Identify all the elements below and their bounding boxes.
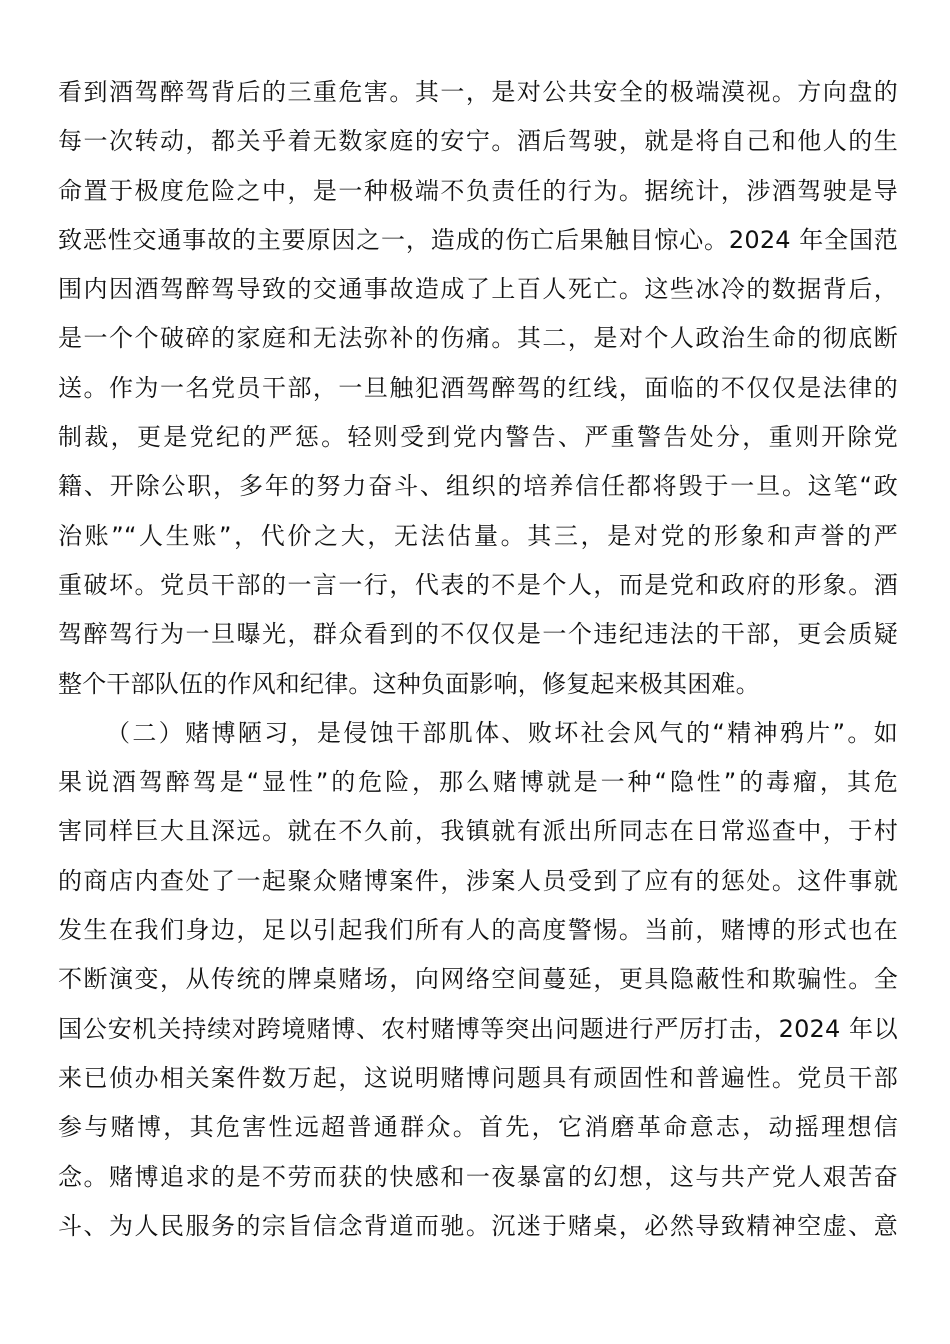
paragraph-gambling (58, 709, 898, 1251)
text-line: 是一个个破碎的家庭和无法弥补的伤痛。其二，是对个人政治生命的彻底断 (58, 324, 898, 353)
section-heading-line: （二）赌博陋习，是侵蚀干部肌体、败坏社会风气的“精神鸦片”。如 (106, 718, 898, 747)
text-line: 治账”“人生账”，代价之大，无法估量。其三，是对党的形象和声誉的严 (58, 521, 898, 550)
text-line: 看到酒驾醉驾背后的三重危害。其一，是对公共安全的极端漠视。方向盘的 (58, 78, 898, 106)
text-line: 驾醉驾行为一旦曝光，群众看到的不仅仅是一个违纪违法的干部，更会质疑 (58, 620, 898, 649)
text-line: 命置于极度危险之中，是一种极端不负责任的行为。据统计，涉酒驾驶是导 (58, 176, 898, 205)
text-line: 果说酒驾醉驾是“显性”的危险，那么赌博就是一种“隐性”的毒瘤，其危 (58, 768, 898, 797)
text-line: 发生在我们身边，足以引起我们所有人的高度警惕。当前，赌博的形式也在 (58, 916, 898, 945)
text-line: 斗、为人民服务的宗旨信念背道而驰。沉迷于赌桌，必然导致精神空虚、意 (58, 1211, 898, 1240)
text-line: 来已侦办相关案件数万起，这说明赌博问题具有顽固性和普遍性。党员干部 (58, 1063, 898, 1092)
text-line: 制裁，更是党纪的严惩。轻则受到党内警告、严重警告处分，重则开除党 (58, 423, 898, 452)
text-line: 害同样巨大且深远。就在不久前，我镇就有派出所同志在日常巡查中，于村 (58, 817, 898, 846)
text-line: 重破坏。党员干部的一言一行，代表的不是个人，而是党和政府的形象。酒 (58, 570, 898, 599)
body-text (58, 68, 898, 1251)
text-line: 念。赌博追求的是不劳而获的快感和一夜暴富的幻想，这与共产党人艰苦奋 (58, 1162, 898, 1191)
text-line: 不断演变，从传统的牌桌赌场，向网络空间蔓延，更具隐蔽性和欺骗性。全 (58, 965, 898, 994)
paragraph-drunk-driving (58, 68, 898, 709)
text-line: 围内因酒驾醉驾导致的交通事故造成了上百人死亡。这些冰冷的数据背后， (58, 275, 898, 304)
text-line: 整个干部队伍的作风和纪律。这种负面影响，修复起来极其困难。 (58, 669, 760, 698)
text-line: 国公安机关持续对跨境赌博、农村赌博等突出问题进行严厉打击，2024 年以 (58, 1014, 898, 1043)
text-line: 送。作为一名党员干部，一旦触犯酒驾醉驾的红线，面临的不仅仅是法律的 (58, 373, 898, 402)
text-line: 参与赌博，其危害性远超普通群众。首先，它消磨革命意志，动摇理想信 (58, 1113, 898, 1142)
text-line: 籍、开除公职，多年的努力奋斗、组织的培养信任都将毁于一旦。这笔“政 (58, 472, 898, 501)
text-line: 的商店内查处了一起聚众赌博案件，涉案人员受到了应有的惩处。这件事就 (58, 866, 898, 895)
text-line: 每一次转动，都关乎着无数家庭的安宁。酒后驾驶，就是将自己和他人的生 (58, 127, 898, 156)
text-line: 致恶性交通事故的主要原因之一，造成的伤亡后果触目惊心。2024 年全国范 (58, 225, 898, 254)
